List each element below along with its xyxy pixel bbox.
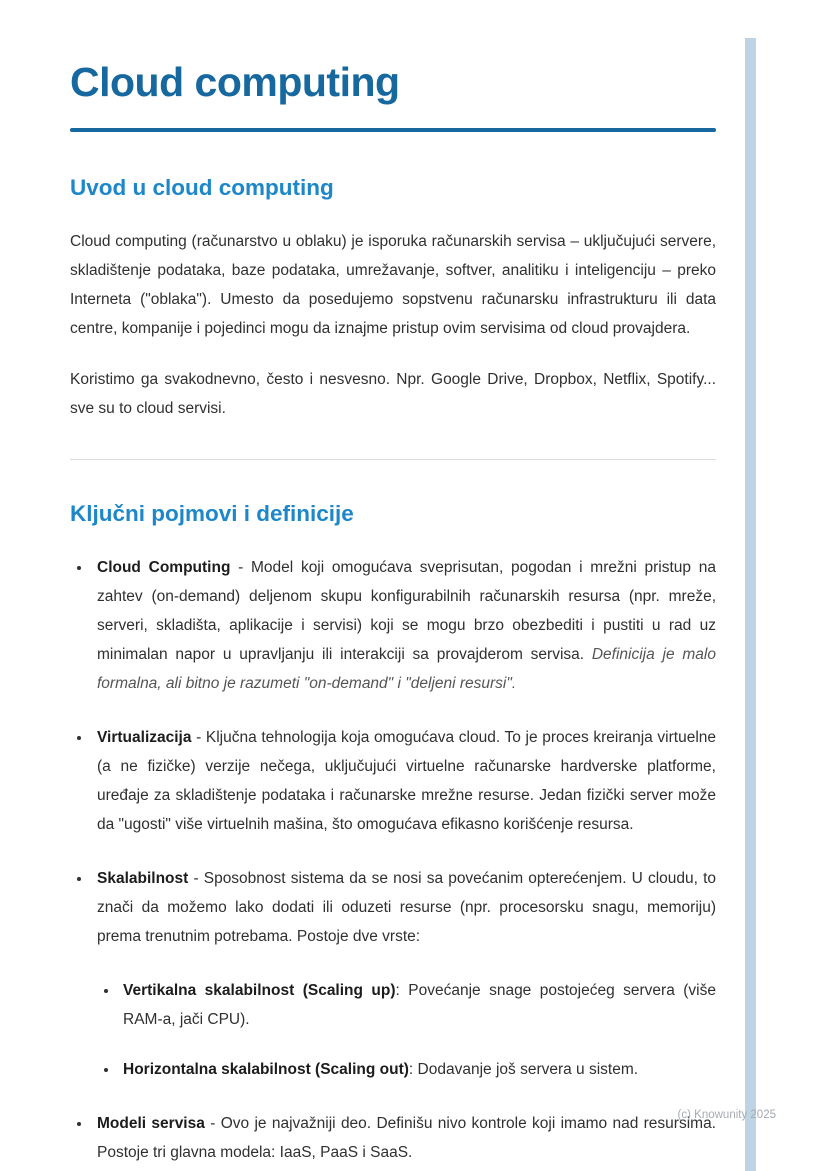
text-segment-normal: - Sposobnost sistema da se nosi sa povećanim opterećenjem. U cloudu, to znači da možemo lako dodati ili oduzeti resurse (npr. procesorsku snagu, memoriju) prema trenutnim potrebama. Postoje dve vrste: <box>97 870 716 945</box>
text-segment-bold: Virtualizacija <box>97 729 192 746</box>
title-divider <box>70 128 716 132</box>
text-segment-normal: : Dodavanje još servera u sistem. <box>408 1061 639 1078</box>
key-term-item <box>92 553 716 698</box>
text-segment-normal: - Ovo je najvažniji deo. Definišu nivo kontrole koji imamo nad resursima. Postoje tri glavna modela: IaaS, PaaS i SaaS. <box>97 1115 716 1161</box>
text-segment-normal: - Model koji omogućava sveprisutan, pogodan i mrežni pristup na zahtev (on-demand) deljenom skupu konfigurabilnih računarskih resursa (npr. mreže, serveri, skladišta, aplikacije i servisi) koji se mogu brzo obezbediti i pustiti u rad uz minimalan napor u upravljanju ili interakciji sa provajderom servisa. <box>97 559 716 663</box>
text-segment-bold: Skalabilnost <box>97 870 189 887</box>
text-segment-bold: Vertikalna skalabilnost (Scaling up) <box>123 982 396 999</box>
text-segment-bold: Horizontalna skalabilnost (Scaling out) <box>123 1061 409 1078</box>
nested-list <box>97 976 716 1084</box>
page-title: Cloud computing <box>70 59 400 105</box>
text-segment-italic: Definicija je malo formalna, ali bitno je razumeti "on-demand" i "deljeni resursi". <box>97 646 716 692</box>
section-divider <box>70 459 716 460</box>
text-segment-normal: : Povećanje snage postojećeg servera (više RAM-a, jači CPU). <box>123 982 716 1028</box>
section-heading-key-terms: Ključni pojmovi i definicije <box>70 501 354 526</box>
section-heading-intro: Uvod u cloud computing <box>70 175 334 200</box>
key-term-item <box>92 1109 716 1167</box>
nested-item <box>119 1055 716 1084</box>
nested-item <box>119 976 716 1034</box>
key-term-item <box>92 723 716 839</box>
text-segment-normal: - Ključna tehnologija koja omogućava cloud. To je proces kreiranja virtuelne (a ne fizičke) verzije nečega, uključujući virtuelne računarske hardverske platforme, uređaje za skladištenje podataka i računarske mrežne resurse. Jedan fizički server može da "ugosti" više virtuelnih mašina, što omogućava efikasno korišćenje resursa. <box>97 729 716 833</box>
footer-copyright: (c) Knowunity 2025 <box>677 1109 776 1121</box>
intro-paragraph-2: Koristimo ga svakodnevno, često i nesvesno. Npr. Google Drive, Dropbox, Netflix, Spotify... sve su to cloud servisi. <box>70 371 716 417</box>
intro-paragraph-1: Cloud computing (računarstvo u oblaku) je isporuka računarskih servisa – uključujući servere, skladištenje podataka, baze podataka, umrežavanje, softver, analitiku i inteligenciju – preko Interneta ("oblaka"). Umesto da posedujemo sopstvenu računarsku infrastrukturu ili data centre, kompanije i pojedinci mogu da iznajme pristup ovim servisima od cloud provajdera. <box>70 233 716 337</box>
key-term-item <box>92 864 716 1084</box>
text-segment-bold: Modeli servisa <box>97 1115 205 1132</box>
section-key-terms <box>70 500 716 1167</box>
page-edge-bar <box>745 38 756 1171</box>
text-segment-bold: Cloud Computing <box>97 559 231 576</box>
section-intro <box>70 174 716 423</box>
key-terms-list <box>70 553 716 1167</box>
document-content <box>70 58 716 1167</box>
